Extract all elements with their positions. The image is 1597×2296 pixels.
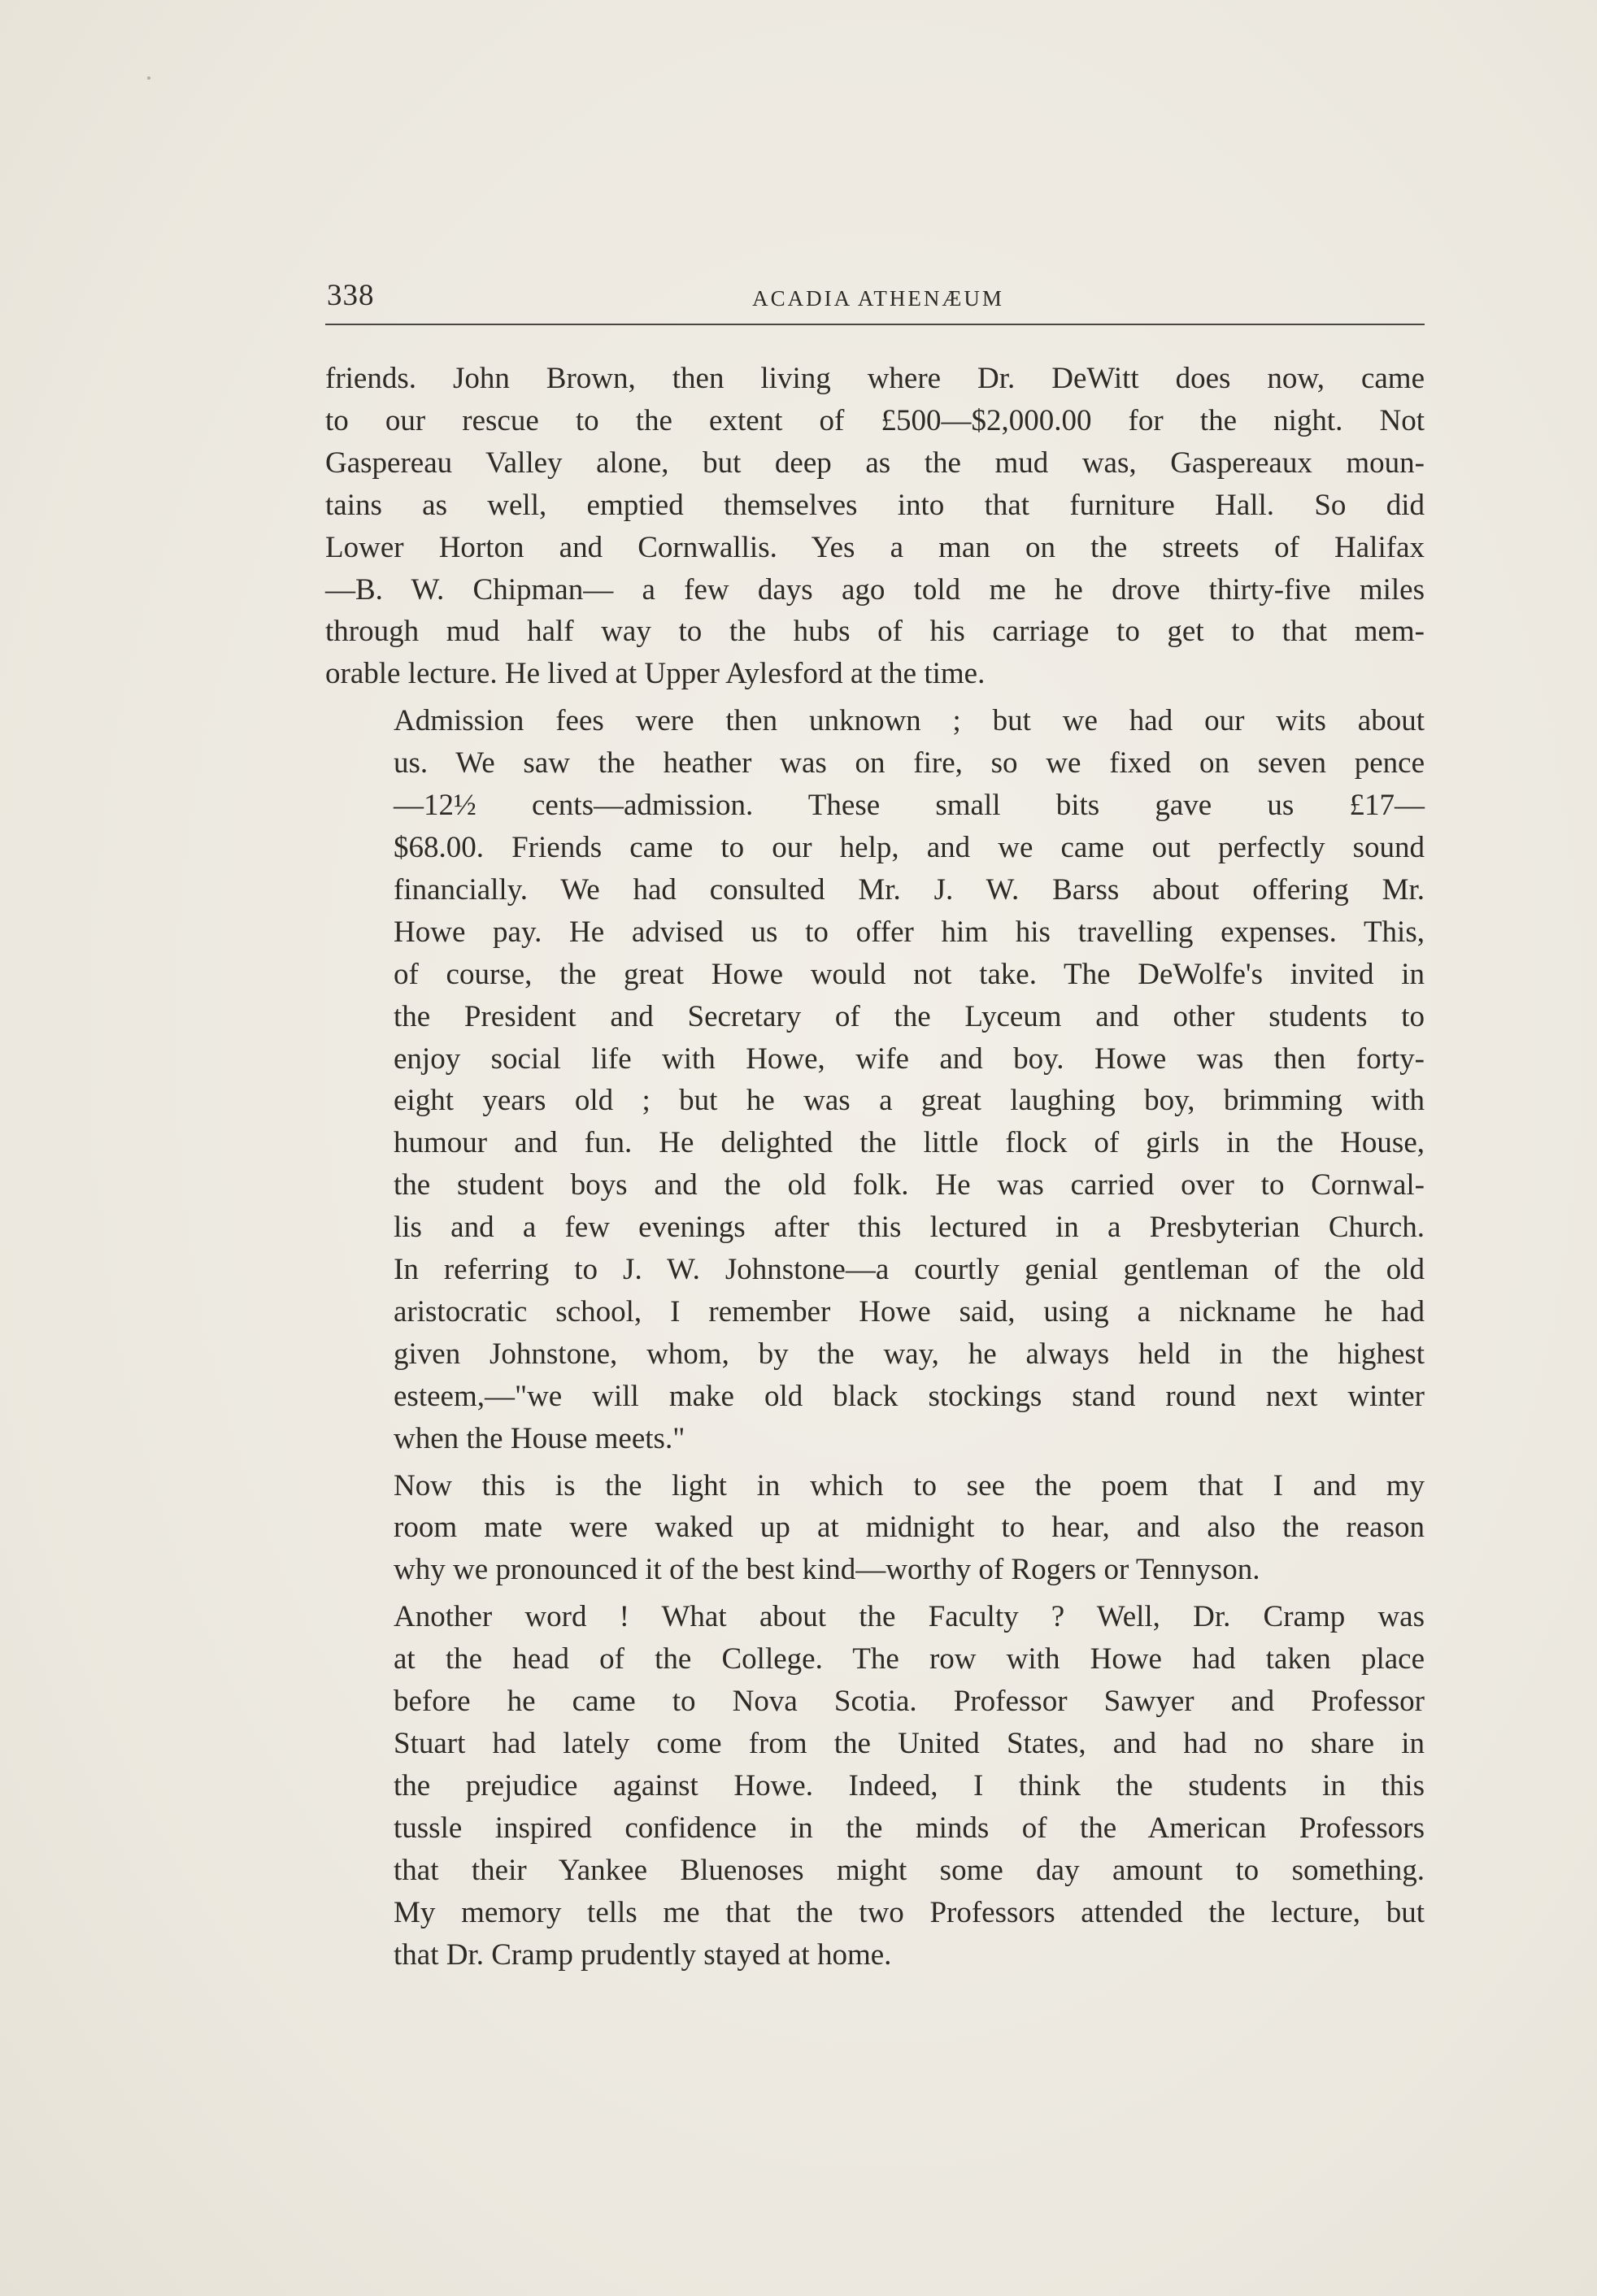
- text-line: to our rescue to the extent of £500—$2,000.00 for the night. Not: [325, 403, 1425, 437]
- text-line: through mud half way to the hubs of his carriage to get to that mem-: [325, 615, 1425, 649]
- paragraph: [325, 700, 1425, 1459]
- text-line: at the head of the College. The row with Howe had taken place: [394, 1642, 1425, 1676]
- text-line: Lower Horton and Cornwallis. Yes a man on the streets of Halifax: [325, 530, 1425, 564]
- text-line: $68.00. Friends came to our help, and we came out perfectly sound: [394, 830, 1425, 864]
- text-line: esteem,—"we will make old black stockings stand round next winter: [394, 1379, 1425, 1413]
- text-line: that Dr. Cramp prudently stayed at home.: [394, 1937, 892, 1972]
- text-line: —12½ cents—admission. These small bits gave us £17—: [394, 789, 1425, 823]
- text-line: Howe pay. He advised us to offer him his travelling expenses. This,: [394, 915, 1425, 949]
- text-line: In referring to J. W. Johnstone—a courtly genial gentleman of the old: [394, 1253, 1425, 1287]
- page-header: [325, 278, 1425, 325]
- text-line: aristocratic school, I remember Howe said, using a nickname he had: [394, 1294, 1425, 1328]
- text-line: enjoy social life with Howe, wife and boy. Howe was then forty-: [394, 1041, 1425, 1076]
- paper-speck: [147, 76, 150, 80]
- text-line: that their Yankee Bluenoses might some day amount to something.: [394, 1853, 1425, 1887]
- text-line: given Johnstone, whom, by the way, he always held in the highest: [394, 1337, 1425, 1371]
- text-line: the President and Secretary of the Lyceum and other students to: [394, 999, 1425, 1033]
- paragraph: [325, 358, 1425, 695]
- text-line: —B. W. Chipman— a few days ago told me he drove thirty-five miles: [325, 572, 1425, 607]
- text-line: My memory tells me that the two Professors attended the lecture, but: [394, 1895, 1425, 1929]
- text-line: why we pronounced it of the best kind—worthy of Rogers or Tennyson.: [394, 1553, 1260, 1587]
- text-line: Stuart had lately come from the United States, and had no share in: [394, 1727, 1425, 1760]
- text-line: friends. John Brown, then living where Dr. DeWitt does now, came: [325, 362, 1425, 395]
- text-line: when the House meets.": [394, 1421, 685, 1455]
- header-rule: [325, 324, 1425, 325]
- paragraph: [325, 1596, 1425, 1976]
- running-head: ACADIA ATHENÆUM: [752, 286, 1004, 311]
- text-line: orable lecture. He lived at Upper Aylesford at the time.: [325, 657, 986, 691]
- text-line: the student boys and the old folk. He was carried over to Cornwal-: [394, 1168, 1425, 1202]
- text-line: before he came to Nova Scotia. Professor Sawyer and Professor: [394, 1685, 1425, 1719]
- text-line: eight years old ; but he was a great laughing boy, brimming with: [394, 1084, 1425, 1118]
- text-line: the prejudice against Howe. Indeed, I think the students in this: [394, 1768, 1425, 1802]
- body-text: [325, 358, 1425, 1981]
- text-line: Admission fees were then unknown ; but we had our wits about: [394, 704, 1425, 738]
- paragraph: [325, 1465, 1425, 1592]
- text-line: us. We saw the heather was on fire, so we fixed on seven pence: [394, 746, 1425, 781]
- text-line: of course, the great Howe would not take. The DeWolfe's invited in: [394, 957, 1425, 991]
- text-line: tains as well, emptied themselves into that furniture Hall. So did: [325, 488, 1425, 522]
- text-line: financially. We had consulted Mr. J. W. Barss about offering Mr.: [394, 872, 1425, 907]
- text-line: lis and a few evenings after this lectured in a Presbyterian Church.: [394, 1211, 1425, 1245]
- page-number: 338: [327, 279, 375, 312]
- text-line: Now this is the light in which to see the poem that I and my: [394, 1468, 1425, 1502]
- text-line: tussle inspired confidence in the minds of the American Professors: [394, 1811, 1425, 1845]
- text-line: Gaspereau Valley alone, but deep as the mud was, Gaspereaux moun-: [325, 446, 1425, 480]
- text-line: humour and fun. He delighted the little flock of girls in the House,: [394, 1126, 1425, 1160]
- text-line: room mate were waked up at midnight to hear, and also the reason: [394, 1511, 1425, 1545]
- text-line: Another word ! What about the Faculty ? Well, Dr. Cramp was: [394, 1600, 1425, 1634]
